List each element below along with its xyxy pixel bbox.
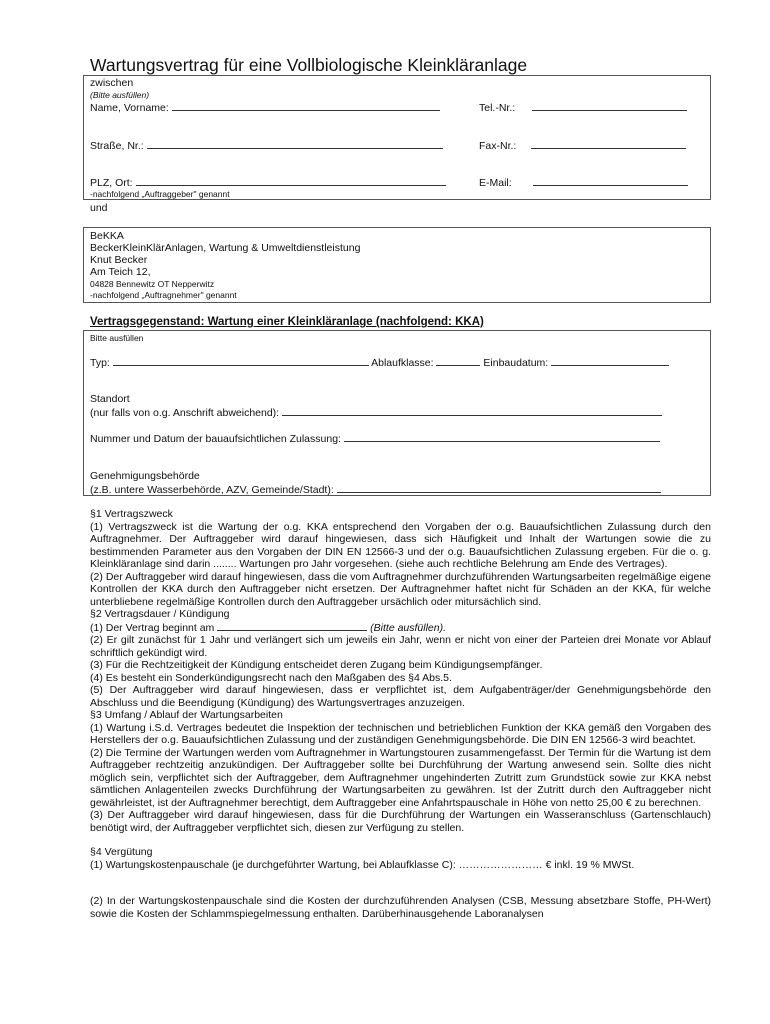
contractor-role-note: -nachfolgend „Auftragnehmer" genannt — [90, 290, 237, 300]
einbaudatum-label: Einbaudatum: — [483, 357, 549, 369]
contractor-line-2: BeckerKleinKlärAnlagen, Wartung & Umweltdienstleistung — [90, 242, 361, 254]
s3-title: §3 Umfang / Ablauf der Wartungsarbeiten — [90, 709, 283, 721]
subject-hint: Bitte ausfüllen — [90, 333, 144, 343]
fax-label: Fax-Nr.: — [479, 140, 517, 152]
s1-paragraph-1: (1) Vertragszweck ist die Wartung der o.g. KKA entsprechend den Vorgaben der o.g. Bauaufsichtlichen Zulassung durch den Auftragnehmer. Der Auftraggeber wird darauf hingewiesen, dass sich Häufigkeit und Inhalt der Wartungen sowie die zu bestimmenden Parameter aus den Vorgaben der DIN EN 12566-3 und der o.g. Bauaufsichtlichen Zulassung ergeben. Für die o. g. Kleinkläranlage sind darin ........ Wartungen pro Jahr vorgesehen. (siehe auch rechtliche Belehrung am Ende des Vertrages). — [90, 520, 711, 570]
plz-label: PLZ, Ort: — [90, 177, 133, 189]
s2-paragraph-3: (3) Für die Rechtzeitigkeit der Kündigung entscheidet deren Zugang beim Kündigungsempfänger. — [90, 659, 543, 671]
s2-title: §2 Vertragsdauer / Kündigung — [90, 608, 230, 620]
s4-paragraph-2: (2) In der Wartungskostenpauschale sind die Kosten der durchzuführenden Analysen (CSB, Messung absetzbare Stoffe, PH-Wert) sowie die Kosten der Schlammspiegelmessung enthalten. Darüberhinausgehende Laboranalysen — [90, 895, 711, 920]
s1-title: §1 Vertragszweck — [90, 508, 173, 520]
typ-field[interactable] — [113, 356, 369, 366]
s3-paragraph-1: (1) Wartung i.S.d. Vertrages bedeutet die Inspektion der technischen und betrieblichen Funktion der KKA gemäß den Vorgaben des Herstellers der o.g. Bauaufsichtlichen Zulassung und der zuständigen Genehmigungsbehörde. Die DIN EN 12566-3 wird beachtet. — [90, 721, 711, 746]
contract-start-field[interactable] — [217, 621, 367, 631]
standort-label: Standort — [90, 393, 130, 405]
s3-paragraph-3: (3) Der Auftraggeber wird darauf hingewiesen, dass für die Durchführung der Wartungen ein Wasseranschluss (Gartenschlauch) benötigt wird, der Auftraggeber verpflichtet sich, diesen zur Verfügung zu stellen. — [90, 809, 711, 834]
sections-block — [90, 508, 711, 920]
behoerde-label: Genehmigungsbehörde — [90, 470, 200, 482]
s4-title: §4 Vergütung — [90, 846, 153, 858]
s2-p1-text: (1) Der Vertrag beginnt am — [90, 621, 215, 634]
plz-field[interactable] — [136, 176, 446, 186]
contractor-info-box — [83, 227, 711, 303]
s2-paragraph-1 — [90, 621, 711, 635]
zulassung-field[interactable] — [344, 432, 660, 442]
und-label: und — [90, 202, 108, 214]
email-field[interactable] — [533, 176, 688, 186]
s2-paragraph-2: (2) Er gilt zunächst für 1 Jahr und verlängert sich um jeweils ein Jahr, wenn er nicht von einer der Parteien drei Monate vor Ablauf schriftlich gekündigt wird. — [90, 634, 711, 659]
contractor-line-1: BeKKA — [90, 230, 124, 242]
fax-field[interactable] — [531, 139, 686, 149]
email-label: E-Mail: — [479, 177, 512, 189]
client-info-box — [83, 75, 711, 200]
zulassung-label: Nummer und Datum der bauaufsichtlichen Zulassung: — [90, 433, 341, 445]
contractor-line-4: Am Teich 12, — [90, 266, 151, 278]
s1-paragraph-2: (2) Der Auftraggeber wird darauf hingewiesen, dass die vom Auftragnehmer durchzuführenden Wartungsarbeiten regelmäßige eigene Kontrollen der KKA durch den Auftraggeber nicht ersetzen. Der Auftragnehmer haftet nicht für Schäden an der KKA, für welche unterbliebene regelmäßige Kontrollen durch den Auftraggeber ursächlich oder mitursächlich sind. — [90, 570, 711, 608]
s3-paragraph-2: (2) Die Termine der Wartungen werden vom Auftragnehmer in Wartungstouren zusammengefasst. Der Termin für die Wartung ist dem Auftraggeber rechtzeitig anzukündigen. Der Auftraggeber sollte bei Durchführung der Wartung anwesend sein. Sollte dies nicht möglich sein, verpflichtet sich der Auftraggeber, dem Auftragnehmer ungehinderten Zutritt zum Grundstück sowie zur KKA nebst sämtlichen Anlagenteilen zwecks Durchführung der Wartungsarbeiten zu gewähren. Ist der Zutritt durch den Auftraggeber nicht gewährleistet, ist der Auftragnehmer berechtigt, dem Auftraggeber eine Anfahrtspauschale in Höhe von netto 25,00 € zu berechnen. — [90, 746, 711, 809]
zwischen-label: zwischen — [90, 77, 134, 89]
s2-paragraph-5: (5) Der Auftraggeber wird darauf hingewiesen, dass er verpflichtet ist, dem Aufgabenträger/der Genehmigungsbehörde den Abschluss und die Beendigung (Kündigung) des Wartungsvertrages anzuzeigen. — [90, 684, 711, 709]
subject-heading: Vertragsgegenstand: Wartung einer Kleinkläranlage (nachfolgend: KKA) — [90, 316, 484, 328]
street-label: Straße, Nr.: — [90, 140, 144, 152]
s2-paragraph-4: (4) Es besteht ein Sonderkündigungsrecht nach den Maßgaben des §4 Abs.5. — [90, 671, 452, 684]
s4-paragraph-1: (1) Wartungskostenpauschale (je durchgeführter Wartung, bei Ablaufklasse C): …………………… € inkl. 19 % MWSt. — [90, 858, 635, 871]
tel-field[interactable] — [532, 101, 687, 111]
fill-in-hint: (Bitte ausfüllen) — [90, 90, 150, 100]
contractor-line-5: 04828 Bennewitz OT Nepperwitz — [90, 279, 215, 289]
document-title: Wartungsvertrag für eine Vollbiologische Kleinkläranlage — [90, 55, 528, 75]
name-field[interactable] — [172, 101, 440, 111]
client-role-note: -nachfolgend „Auftraggeber" genannt — [90, 189, 230, 199]
standort-sub-label: (nur falls von o.g. Anschrift abweichend): — [90, 407, 280, 419]
ablaufklasse-field[interactable] — [436, 356, 480, 366]
einbaudatum-field[interactable] — [551, 356, 669, 366]
contractor-line-3: Knut Becker — [90, 254, 148, 266]
tel-label: Tel.-Nr.: — [479, 102, 516, 114]
typ-label: Typ: — [90, 357, 110, 369]
name-label: Name, Vorname: — [90, 102, 169, 114]
subject-box — [83, 330, 711, 496]
standort-field[interactable] — [282, 406, 662, 416]
behoerde-field[interactable] — [337, 483, 661, 493]
ablaufklasse-label: Ablaufklasse: — [371, 357, 434, 369]
s2-p1-hint: (Bitte ausfüllen). — [370, 621, 447, 634]
street-field[interactable] — [147, 139, 443, 149]
behoerde-sub-label: (z.B. untere Wasserbehörde, AZV, Gemeinde/Stadt): — [90, 484, 334, 496]
